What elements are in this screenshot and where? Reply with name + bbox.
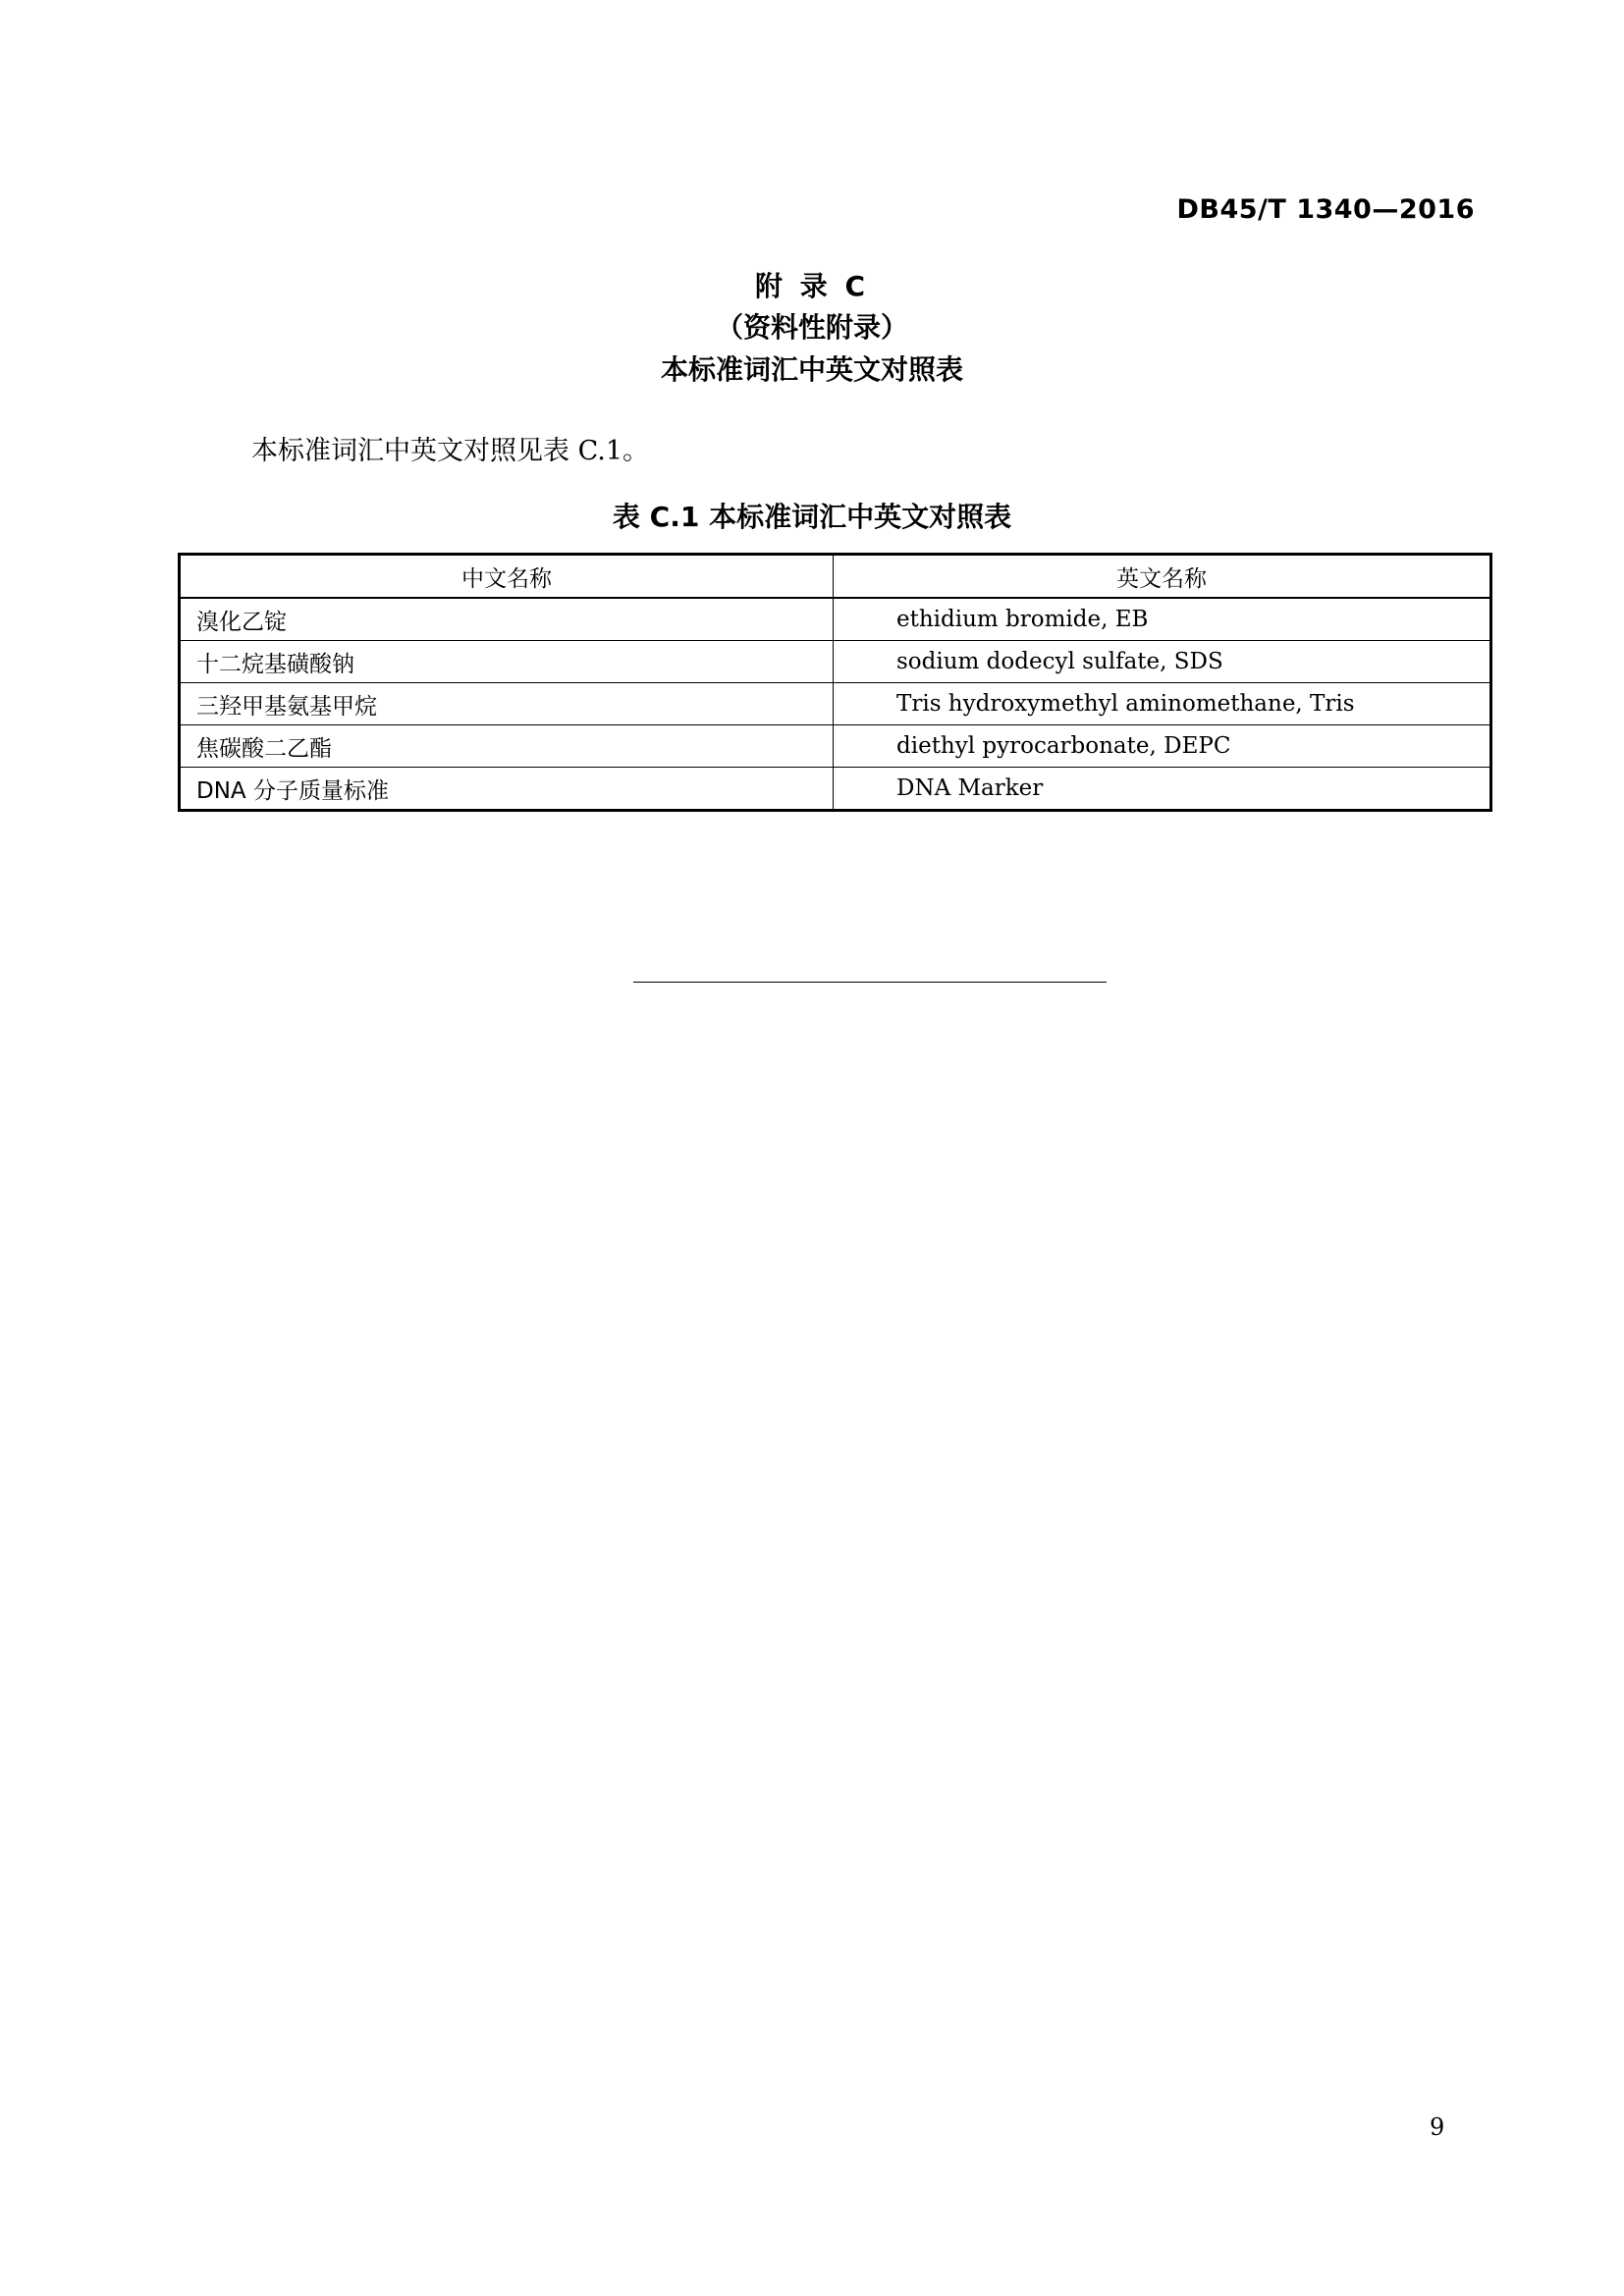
term-chinese: 溴化乙锭 (180, 598, 834, 641)
header-chinese-name: 中文名称 (180, 555, 834, 599)
standard-code: DB45/T 1340—2016 (1176, 194, 1475, 225)
term-chinese: DNA 分子质量标准 (180, 768, 834, 811)
term-english: DNA Marker (834, 768, 1491, 811)
term-chinese: 焦碳酸二乙酯 (180, 725, 834, 768)
term-english: sodium dodecyl sulfate, SDS (834, 641, 1491, 683)
table-row (180, 641, 1491, 683)
term-english: diethyl pyrocarbonate, DEPC (834, 725, 1491, 768)
table-row (180, 683, 1491, 725)
end-of-document-rule (633, 982, 1107, 983)
table-header-row (180, 555, 1491, 599)
term-chinese: 十二烷基磺酸钠 (180, 641, 834, 683)
table-row (180, 725, 1491, 768)
page-number: 9 (1430, 2113, 1445, 2141)
term-english: ethidium bromide, EB (834, 598, 1491, 641)
term-chinese: 三羟甲基氨基甲烷 (180, 683, 834, 725)
annex-type: （资料性附录） (715, 311, 908, 344)
table-row (180, 768, 1491, 811)
table-caption: 表 C.1 本标准词汇中英文对照表 (612, 501, 1012, 533)
annex-title: 本标准词汇中英文对照表 (660, 353, 963, 386)
header-english-name: 英文名称 (834, 555, 1491, 599)
intro-paragraph: 本标准词汇中英文对照见表 C.1。 (251, 436, 650, 466)
table-row (180, 598, 1491, 641)
annex-label: 附 录 C (754, 270, 870, 302)
term-english: Tris hydroxymethyl aminomethane, Tris (834, 683, 1491, 725)
terms-table (178, 553, 1492, 812)
